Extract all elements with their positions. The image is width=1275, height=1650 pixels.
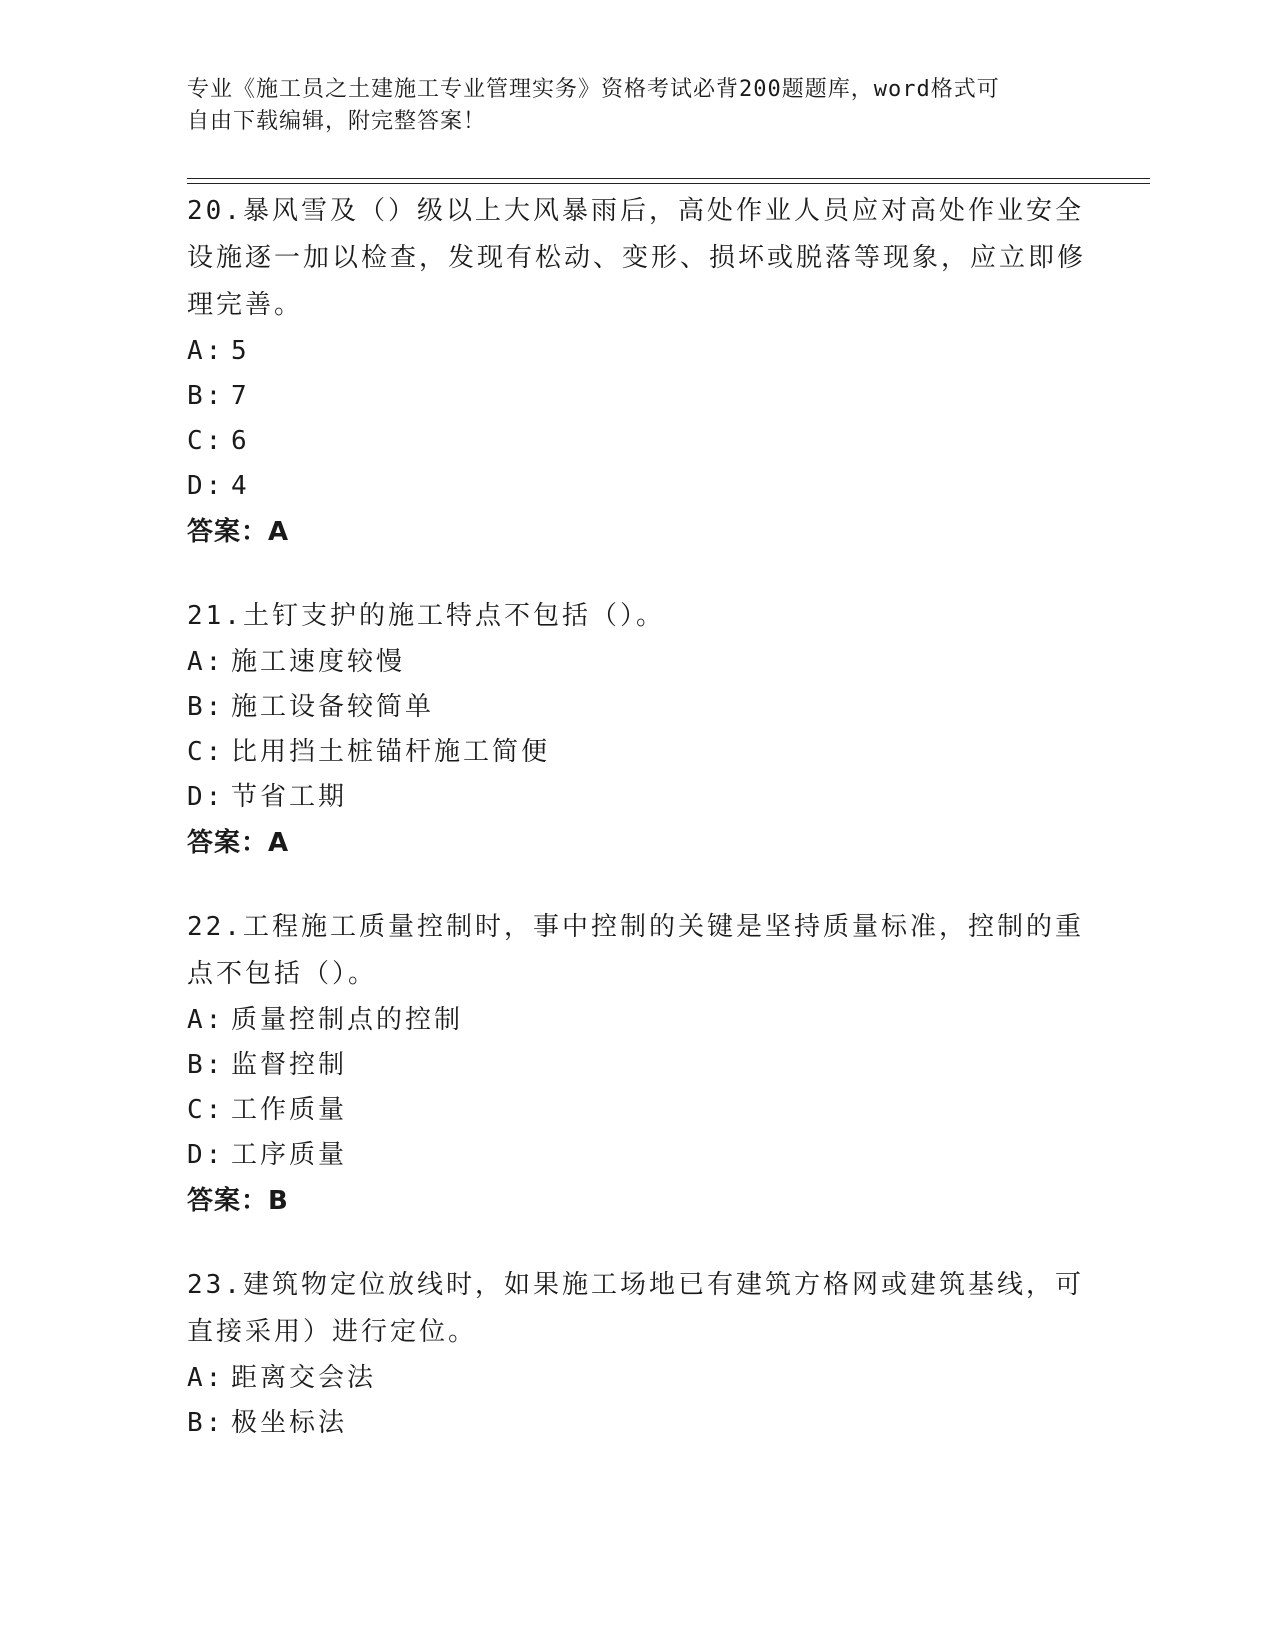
- document-header: [187, 74, 1067, 138]
- answer: 答案：A: [187, 517, 290, 547]
- option-key: B:: [187, 692, 225, 722]
- option-key: A:: [187, 336, 225, 366]
- option-key: D:: [187, 1140, 225, 1170]
- answer: 答案：B: [187, 1186, 289, 1216]
- option-text: 节省工期: [231, 782, 348, 812]
- option-key: C:: [187, 426, 225, 456]
- question-21: [187, 593, 1087, 866]
- header-line-2: 自由下载编辑，附完整答案！: [187, 109, 487, 134]
- option-c: [187, 730, 1087, 775]
- option-c: [187, 419, 1087, 464]
- option-d: [187, 775, 1087, 820]
- question-stem: 20.暴风雪及（）级以上大风暴雨后，高处作业人员应对高处作业安全设施逐一加以检查，发现有松动、变形、损坏或脱落等现象，应立即修理完善。: [187, 196, 1087, 320]
- option-text: 距离交会法: [231, 1363, 377, 1393]
- option-text: 5: [231, 336, 250, 366]
- question-22: [187, 904, 1087, 1224]
- header-line-1: 专业《施工员之土建施工专业管理实务》资格考试必背200题题库，word格式可: [187, 77, 1000, 102]
- question-20: [187, 188, 1087, 555]
- option-b: [187, 1401, 1087, 1446]
- question-stem: 21.土钉支护的施工特点不包括（）。: [187, 601, 665, 631]
- option-text: 工序质量: [231, 1140, 348, 1170]
- answer: 答案：A: [187, 828, 290, 858]
- option-text: 6: [231, 426, 250, 456]
- question-23: [187, 1262, 1087, 1446]
- option-a: [187, 329, 1087, 374]
- option-b: [187, 685, 1087, 730]
- option-key: B:: [187, 381, 225, 411]
- option-key: D:: [187, 471, 225, 501]
- question-list: [187, 188, 1087, 1484]
- option-key: C:: [187, 1095, 225, 1125]
- option-key: A:: [187, 1005, 225, 1035]
- option-d: [187, 464, 1087, 509]
- option-text: 质量控制点的控制: [231, 1005, 464, 1035]
- option-a: [187, 640, 1087, 685]
- option-text: 比用挡土桩锚杆施工简便: [231, 737, 551, 767]
- option-a: [187, 998, 1087, 1043]
- option-text: 施工速度较慢: [231, 647, 406, 677]
- option-b: [187, 374, 1087, 419]
- option-text: 施工设备较简单: [231, 692, 435, 722]
- option-text: 极坐标法: [231, 1408, 348, 1438]
- header-rule-top: [187, 178, 1150, 179]
- option-a: [187, 1356, 1087, 1401]
- option-text: 7: [231, 381, 250, 411]
- option-key: C:: [187, 737, 225, 767]
- header-rule-bottom: [187, 183, 1150, 184]
- option-c: [187, 1088, 1087, 1133]
- question-stem: 22.工程施工质量控制时，事中控制的关键是坚持质量标准，控制的重点不包括（）。: [187, 912, 1084, 989]
- option-key: A:: [187, 1363, 225, 1393]
- option-text: 工作质量: [231, 1095, 348, 1125]
- option-key: A:: [187, 647, 225, 677]
- option-d: [187, 1133, 1087, 1178]
- option-key: B:: [187, 1408, 225, 1438]
- option-key: D:: [187, 782, 225, 812]
- option-key: B:: [187, 1050, 225, 1080]
- question-stem: 23.建筑物定位放线时，如果施工场地已有建筑方格网或建筑基线，可直接采用）进行定位。: [187, 1270, 1084, 1347]
- option-text: 监督控制: [231, 1050, 348, 1080]
- option-b: [187, 1043, 1087, 1088]
- option-text: 4: [231, 471, 250, 501]
